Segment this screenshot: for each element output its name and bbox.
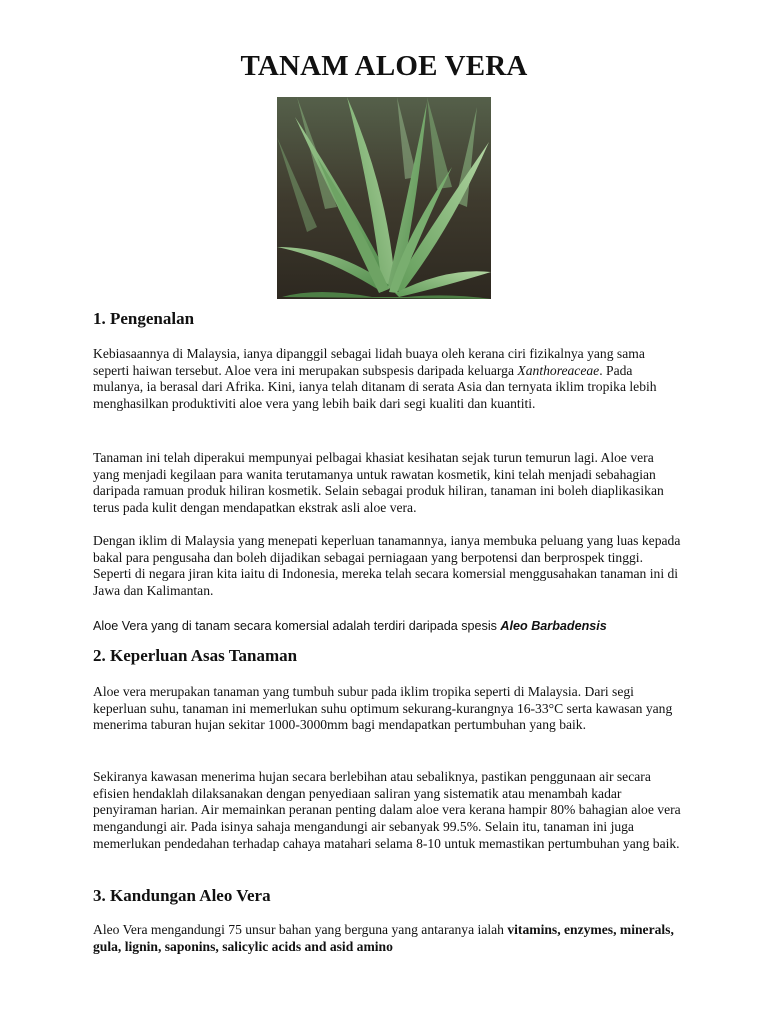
text-span: Kebiasaannya di Malaysia, ianya dipanggil sebagai lidah buaya oleh kerana ciri fizikalnya yang sama seperti haiwan tersebut. Aloe vera ini merupakan subspesis daripada keluarga — [93, 346, 645, 378]
section-heading-kandungan: 3. Kandungan Aleo Vera — [93, 886, 271, 905]
text-span: . Pada mulanya, ia berasal dari Afrika. Kini, ianya telah ditanam di serata Asia dan ternyata iklim tropika lebih menghasilkan produktiviti aloe vera yang lebih baik dari segi kualiti dan kuantiti. — [93, 362, 657, 412]
italic-family-name: Xanthoreaceae — [517, 362, 600, 378]
paragraph-pengenalan-3: Dengan iklim di Malaysia yang menepati keperluan tanamannya, ianya membuka peluang yang luas kepada bakal para pengusaha dan boleh dijadikan sebagai perniagaan yang berpotensi dan berprospek tinggi. Seperti di negara jiran kita iaitu di Indonesia, mereka telah secara komersial menggusahakan tanaman ini di Jawa dan Kalimantan. — [93, 533, 681, 599]
paragraph-keperluan-1: Aloe vera merupakan tanaman yang tumbuh subur pada iklim tropika seperti di Malaysia. Dari segi keperluan suhu, tanaman ini memerlukan suhu optimum sekurang-kurangnya 16-33°C serta kawasan yang menerima taburan hujan sekitar 1000-3000mm bagi mendapatkan pertumbuhan yang baik. — [93, 684, 673, 733]
text-span: Aleo Vera mengandungi 75 unsur bahan yang berguna yang antaranya ialah — [93, 922, 508, 937]
paragraph-pengenalan-1 — [93, 346, 683, 413]
nutrient-list: vitamins, enzymes, minerals, gula, lignin, saponins, salicylic acids and asid amino — [93, 922, 674, 954]
paragraph-pengenalan-2: Tanaman ini telah diperakui mempunyai pelbagai khasiat kesihatan sejak turun temurun lagi. Aloe vera yang menjadi kegilaan para wanita terutamanya untuk rawatan kosmetik, kini telah menjadi sebahagian daripada ramuan produk hiliran kosmetik. Selain sebagai produk hiliran, tanaman ini boleh diaplikasikan terus pada kulit dengan mendapatkan ekstrak asli aloe vera. — [93, 450, 664, 516]
section-heading-pengenalan: 1. Pengenalan — [93, 309, 195, 328]
species-name: Aleo Barbadensis — [500, 619, 607, 633]
section-heading-keperluan: 2. Keperluan Asas Tanaman — [93, 646, 298, 665]
paragraph-kandungan-1 — [93, 922, 683, 955]
paragraph-keperluan-2: Sekiranya kawasan menerima hujan secara berlebihan atau sebaliknya, pastikan penggunaan air secara efisien hendaklah dilaksanakan dengan penyediaan saliran yang sistematik atau menambah kadar penyiraman harian. Air memainkan peranan penting dalam aloe vera kerana hampir 80% bahagian aloe vera mengandungi air. Pada isinya sahaja mengandungi air sebanyak 99.5%. Selain itu, tanaman ini juga memerlukan pendedahan terhadap cahaya matahari selama 8-10 untuk memastikan pertumbuhan yang baik. — [93, 769, 681, 851]
aloe-vera-photo — [277, 97, 491, 299]
paragraph-pengenalan-4 — [93, 618, 683, 635]
document-title: TANAM ALOE VERA — [240, 50, 528, 82]
text-span: Aloe Vera yang di tanam secara komersial adalah terdiri daripada spesis — [93, 619, 501, 633]
aloe-plant-illustration — [277, 97, 491, 299]
